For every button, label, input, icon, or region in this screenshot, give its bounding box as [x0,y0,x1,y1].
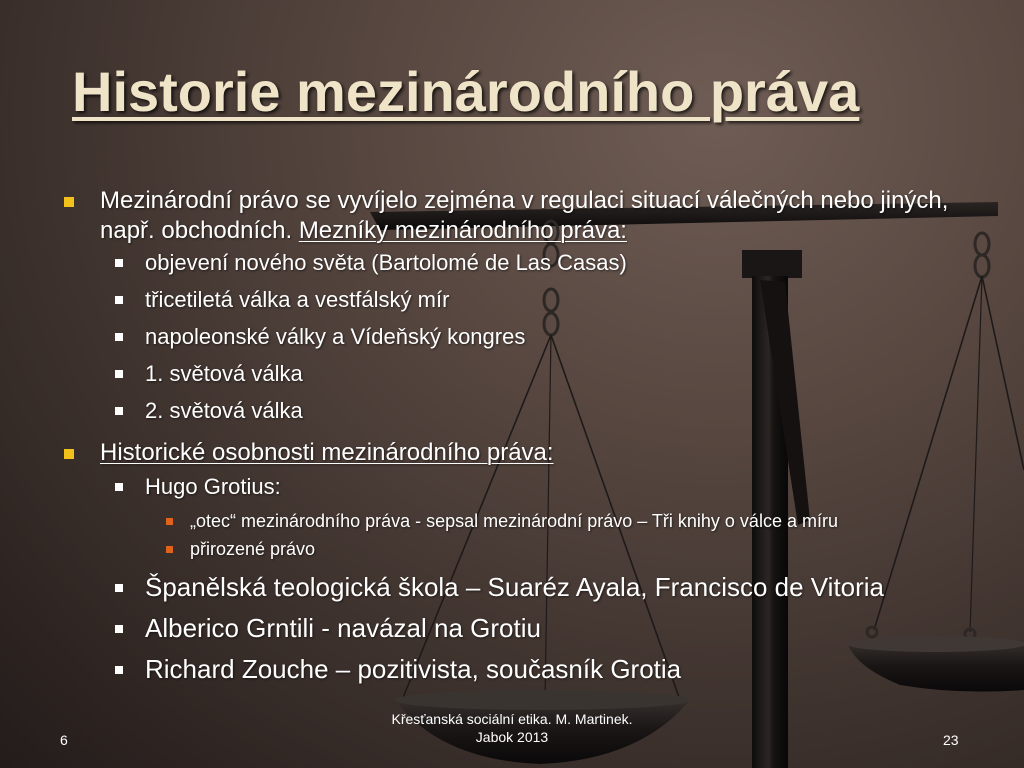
bullet-square-icon [115,666,123,674]
personality-item [60,572,960,602]
footer-caption [352,710,672,746]
personalities-link[interactable]: Historické osobnosti mezinárodního práva: [100,439,554,466]
personality-text: Alberico Grntili - navázal na Grotiu [145,613,541,643]
footer-slide-number-left: 6 [60,732,68,748]
personality-item [60,613,960,643]
grotius-item [60,474,960,500]
bullet-list [60,186,960,695]
bullet-square-icon [115,370,123,378]
milestone-item [60,287,960,313]
grotius-point-text: přirozené právo [190,539,316,559]
personality-item [60,654,960,684]
slide-title: Historie mezinárodního práva [72,60,860,123]
bullet-square-icon [115,259,123,267]
milestone-text: třicetiletá válka a vestfálský mír [145,287,450,312]
bullet-square-icon [166,546,173,553]
milestone-item [60,361,960,387]
footer-caption-line2: Jabok 2013 [475,729,549,745]
grotius-point [60,510,960,532]
bullet-item-international-law [60,186,960,246]
milestone-text: napoleonské války a Vídeňský kongres [145,324,526,349]
bullet-square-icon [115,584,123,592]
milestone-text: 1. světová válka [145,361,303,386]
personality-text: Španělská teologická škola – Suaréz Ayala, Francisco de Vitoria [145,572,885,602]
milestone-item [60,250,960,276]
personality-text: Richard Zouche – pozitivista, současník Grotia [145,654,682,684]
bullet-item-personalities [60,438,960,468]
footer-caption-line1: Křesťanská sociální etika. M. Martinek. [391,711,633,727]
grotius-point [60,538,960,560]
bullet-square-icon [115,483,123,491]
bullet-text: Mezinárodní právo se vyvíjelo zejména v regulaci situací válečných nebo jiných, např. obchodních. [100,187,949,244]
bullet-square-icon [115,296,123,304]
bullet-square-icon [64,197,74,207]
bullet-square-icon [166,518,173,525]
bullet-square-icon [64,449,74,459]
footer-slide-number-right: 23 [943,732,959,748]
milestone-text: 2. světová válka [145,398,303,423]
bullet-square-icon [115,407,123,415]
bullet-square-icon [115,333,123,341]
grotius-name: Hugo Grotius: [145,474,281,499]
grotius-point-text: „otec“ mezinárodního práva - sepsal mezinárodní právo – Tři knihy o válce a míru [190,511,838,531]
milestone-item [60,324,960,350]
milestone-text: objevení nového světa (Bartolomé de Las Casas) [145,250,627,275]
bullet-square-icon [115,625,123,633]
milestone-item [60,398,960,424]
milestones-link[interactable]: Mezníky mezinárodního práva: [298,217,627,244]
